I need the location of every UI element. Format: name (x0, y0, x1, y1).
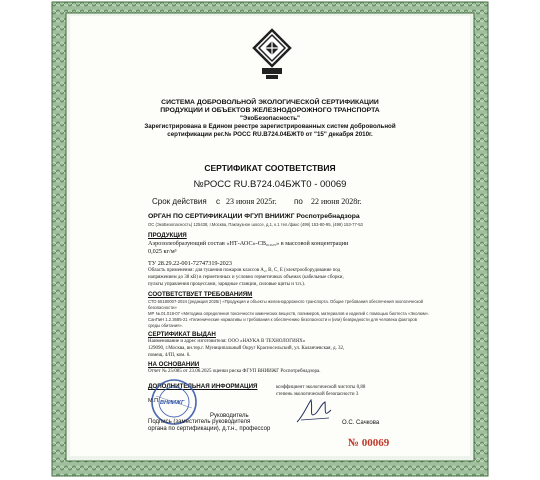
railway-emblem-icon (252, 28, 292, 82)
compliance-line5: среды обитания». (148, 323, 183, 328)
registration-line1: Зарегистрирована в Едином реестре зарегистрированных систем добровольной (144, 123, 396, 130)
handwritten-signature-icon (295, 396, 335, 426)
compliance-line1: СТО 55180007-2024 (редакция 2025г) «Продукция и объекты железнодорожного транспорта. Общие требования обеспечения экологической (148, 299, 424, 304)
system-title-line1: СИСТЕМА ДОБРОВОЛЬНОЙ ЭКОЛОГИЧЕСКОЙ СЕРТИФИКАЦИИ (161, 99, 379, 106)
serial-number: № 00069 (348, 437, 390, 449)
system-title-line3: "ЭкоБезопасность" (240, 115, 300, 122)
organ-details: ОС (ЭкоБезопасность) 125438, г.Москва, Пакгаузное шоссе, д.1, к.1 тел./факс (499) 153-80-95, (499) 153-77-53 (148, 222, 363, 227)
signer-name: О.С. Сачкова (342, 420, 380, 426)
validity-to-label: по (294, 197, 303, 206)
issued-line1: Наименование и адрес изготовителя: ООО «НАУКА В ТЕХНОЛОГИЯХ» (148, 339, 306, 344)
product-line1: Аэрозолеобразующий состав «НТ-АОС»-СВ₀,₀₂₅» в массовой концентрации (148, 240, 349, 247)
product-label: ПРОДУКЦИЯ (148, 232, 187, 239)
compliance-label: СООТВЕТСТВУЕТ ТРЕБОВАНИЯМ (148, 291, 253, 298)
issued-label: СЕРТИФИКАТ ВЫДАН (148, 331, 216, 338)
application-line2: напряжением до 38 кВ) в герметичных и условно герметичных объемах (кабельные сборки, (148, 275, 344, 280)
basis-label: НА ОСНОВАНИИ (148, 361, 200, 368)
validity-from-label: с (216, 197, 220, 206)
validity-label: Срок действия (152, 197, 207, 206)
extra-info-safety: степень экологической безопасности 3 (276, 392, 359, 397)
deputy-line1: Подпись (заместитель руководителя (148, 419, 251, 425)
registration-line2: сертификации рег.№ РОСС RU.В724.04БЖТ0 от "15" декабря 2010г. (167, 131, 373, 138)
compliance-line3: МР №.01.018-07 «Методика определения токсичности химических веществ, полимеров, материалов и изделий с помощью биотеста «Эколюм». (148, 311, 430, 316)
organ-title: ОРГАН ПО СЕРТИФИКАЦИИ ФГУП ВНИИЖГ Роспотребнадзора (148, 213, 360, 220)
tu-number: ТУ 28.29.22-001-72747319-2023 (148, 260, 232, 267)
certificate-title: СЕРТИФИКАТ СООТВЕТСТВИЯ (204, 163, 336, 173)
stamp-text: ВНИИЖГ (160, 400, 185, 406)
application-line1: Область применения: для тушения пожаров классов A₂, B, C, E (электрооборудование под (148, 268, 341, 273)
issued-line2: 129090, г.Москва, вн.тер.г. Муниципальный Округ Красносельский, ул. Каланчевская, д. 32, (148, 346, 345, 351)
extra-info-purity: коэффициент экологической чистоты 0,88 (276, 385, 366, 390)
mp-label: М.П. (148, 398, 160, 404)
head-label: Руководитель (210, 413, 249, 419)
validity-from-date: 23 июня 2025г. (226, 197, 277, 206)
issued-line3: помещ. 4/ПI, ком. 6. (148, 353, 191, 358)
extra-info-label: ДОПОЛНИТЕЛЬНАЯ ИНФОРМАЦИЯ (148, 383, 258, 390)
certificate-sheet (70, 16, 470, 456)
application-line3: пульты управления процессами, зарядные станции, силовые щиты и т.п.). (148, 282, 306, 287)
basis-line1: Отчет № 25/085 от 23.06.2025 оценки риска ФГУП ВНИИЖГ Роспотребнадзора. (148, 369, 321, 374)
compliance-line2: безопасности» (148, 305, 177, 310)
deputy-line2: органа по сертификации), д.т.н., профессор (148, 426, 271, 432)
product-line2: 0,025 кг/м³ (148, 248, 177, 255)
compliance-line4: СанПиН 1.2.3685-21 «Гигиенические нормативы и требования к обеспечению безопасности и (или) безвредности для человека факторов (148, 317, 417, 322)
system-title-line2: ПРОДУКЦИИ И ОБЪЕКТОВ ЖЕЛЕЗНОДОРОЖНОГО ТРАНСПОРТА (160, 107, 380, 114)
certificate-number: №РОСС RU.В724.04БЖТ0 - 00069 (193, 179, 347, 190)
validity-to-date: 22 июня 2028г. (311, 197, 362, 206)
